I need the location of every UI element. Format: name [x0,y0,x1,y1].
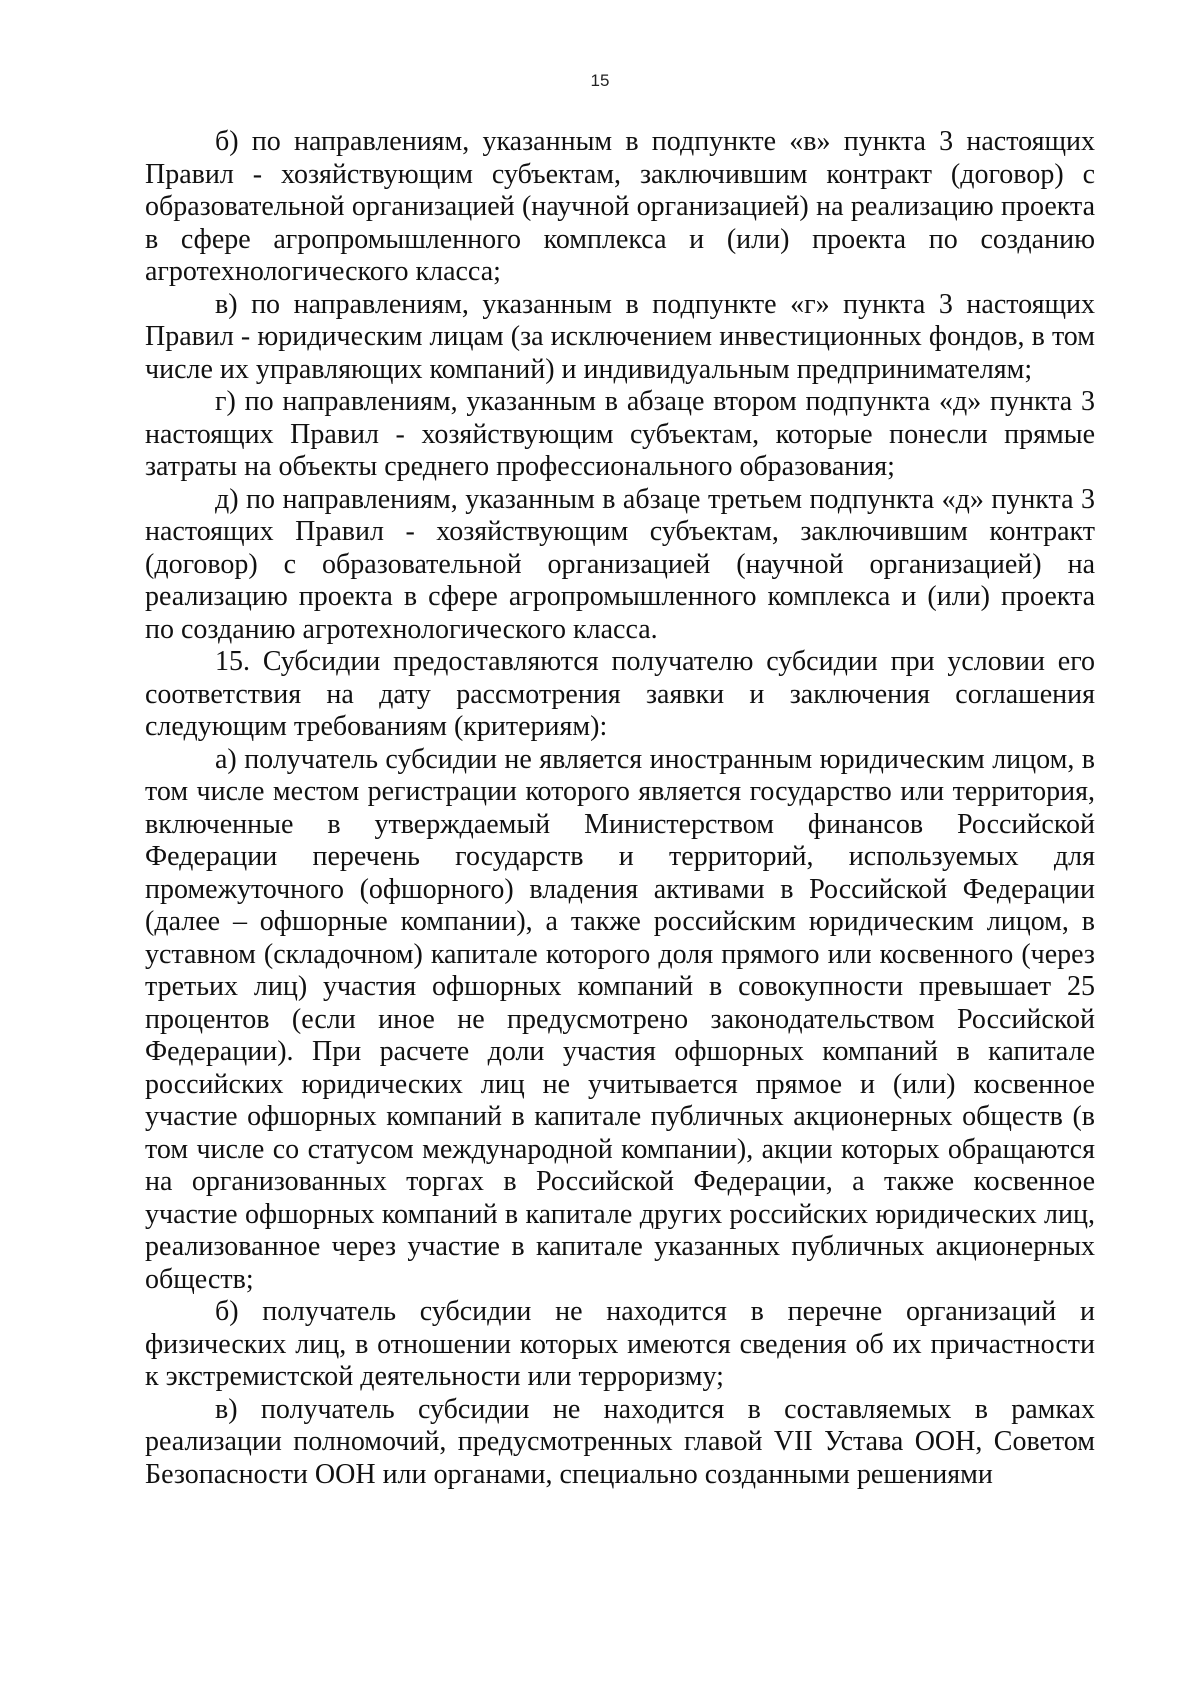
paragraph-a: а) получатель субсидии не является иностранным юридическим лицом, в том числе местом регистрации которого является государство или территория, включенные в утверждаемый Министерством финансов Российской Федерации перечень государств и территорий, используемых для промежуточного (офшорного) владения активами в Российской Федерации (далее – офшорные компании), а также российским юридическим лицом, в уставном (складочном) капитале которого доля прямого или косвенного (через третьих лиц) участия офшорных компаний в совокупности превышает 25 процентов (если иное не предусмотрено законодательством Российской Федерации). При расчете доли участия офшорных компаний в капитале российских юридических лиц не учитывается прямое и (или) косвенное участие офшорных компаний в капитале публичных акционерных обществ (в том числе со статусом международной компании), акции которых обращаются на организованных торгах в Российской Федерации, а также косвенное участие офшорных компаний в капитале других российских юридических лиц, реализованное через участие в капитале указанных публичных акционерных обществ; [145,743,1095,1295]
document-body [145,126,1095,1491]
paragraph-15: 15. Субсидии предоставляются получателю субсидии при условии его соответствия на дату рассмотрения заявки и заключения соглашения следующим требованиям (критериям): [145,646,1095,742]
paragraph-b-first: б) по направлениям, указанным в подпункте «в» пункта 3 настоящих Правил - хозяйствующим субъектам, заключившим контракт (договор) с образовательной организацией (научной организацией) на реализацию проекта в сфере агропромышленного комплекса и (или) проекта по созданию агротехнологического класса; [145,126,1095,287]
paragraph-b-second: б) получатель субсидии не находится в перечне организаций и физических лиц, в отношении которых имеются сведения об их причастности к экстремистской деятельности или терроризму; [145,1296,1095,1392]
page-number: 15 [590,71,610,90]
paragraph-v-second: в) получатель субсидии не находится в составляемых в рамках реализации полномочий, предусмотренных главой VII Устава ООН, Советом Безопасности ООН или органами, специально созданными решениями [145,1393,1095,1490]
paragraph-d: д) по направлениям, указанным в абзаце третьем подпункта «д» пункта 3 настоящих Правил - хозяйствующим субъектам, заключившим контракт (договор) с образовательной организацией (научной организацией) на реализацию проекта в сфере агропромышленного комплекса и (или) проекта по созданию агротехнологического класса. [145,483,1095,645]
paragraph-v-first: в) по направлениям, указанным в подпункте «г» пункта 3 настоящих Правил - юридическим лицам (за исключением инвестиционных фондов, в том числе их управляющих компаний) и индивидуальным предпринимателям; [145,288,1095,385]
paragraph-g: г) по направлениям, указанным в абзаце втором подпункта «д» пункта 3 настоящих Правил - хозяйствующим субъектам, которые понесли прямые затраты на объекты среднего профессионального образования; [145,386,1095,482]
